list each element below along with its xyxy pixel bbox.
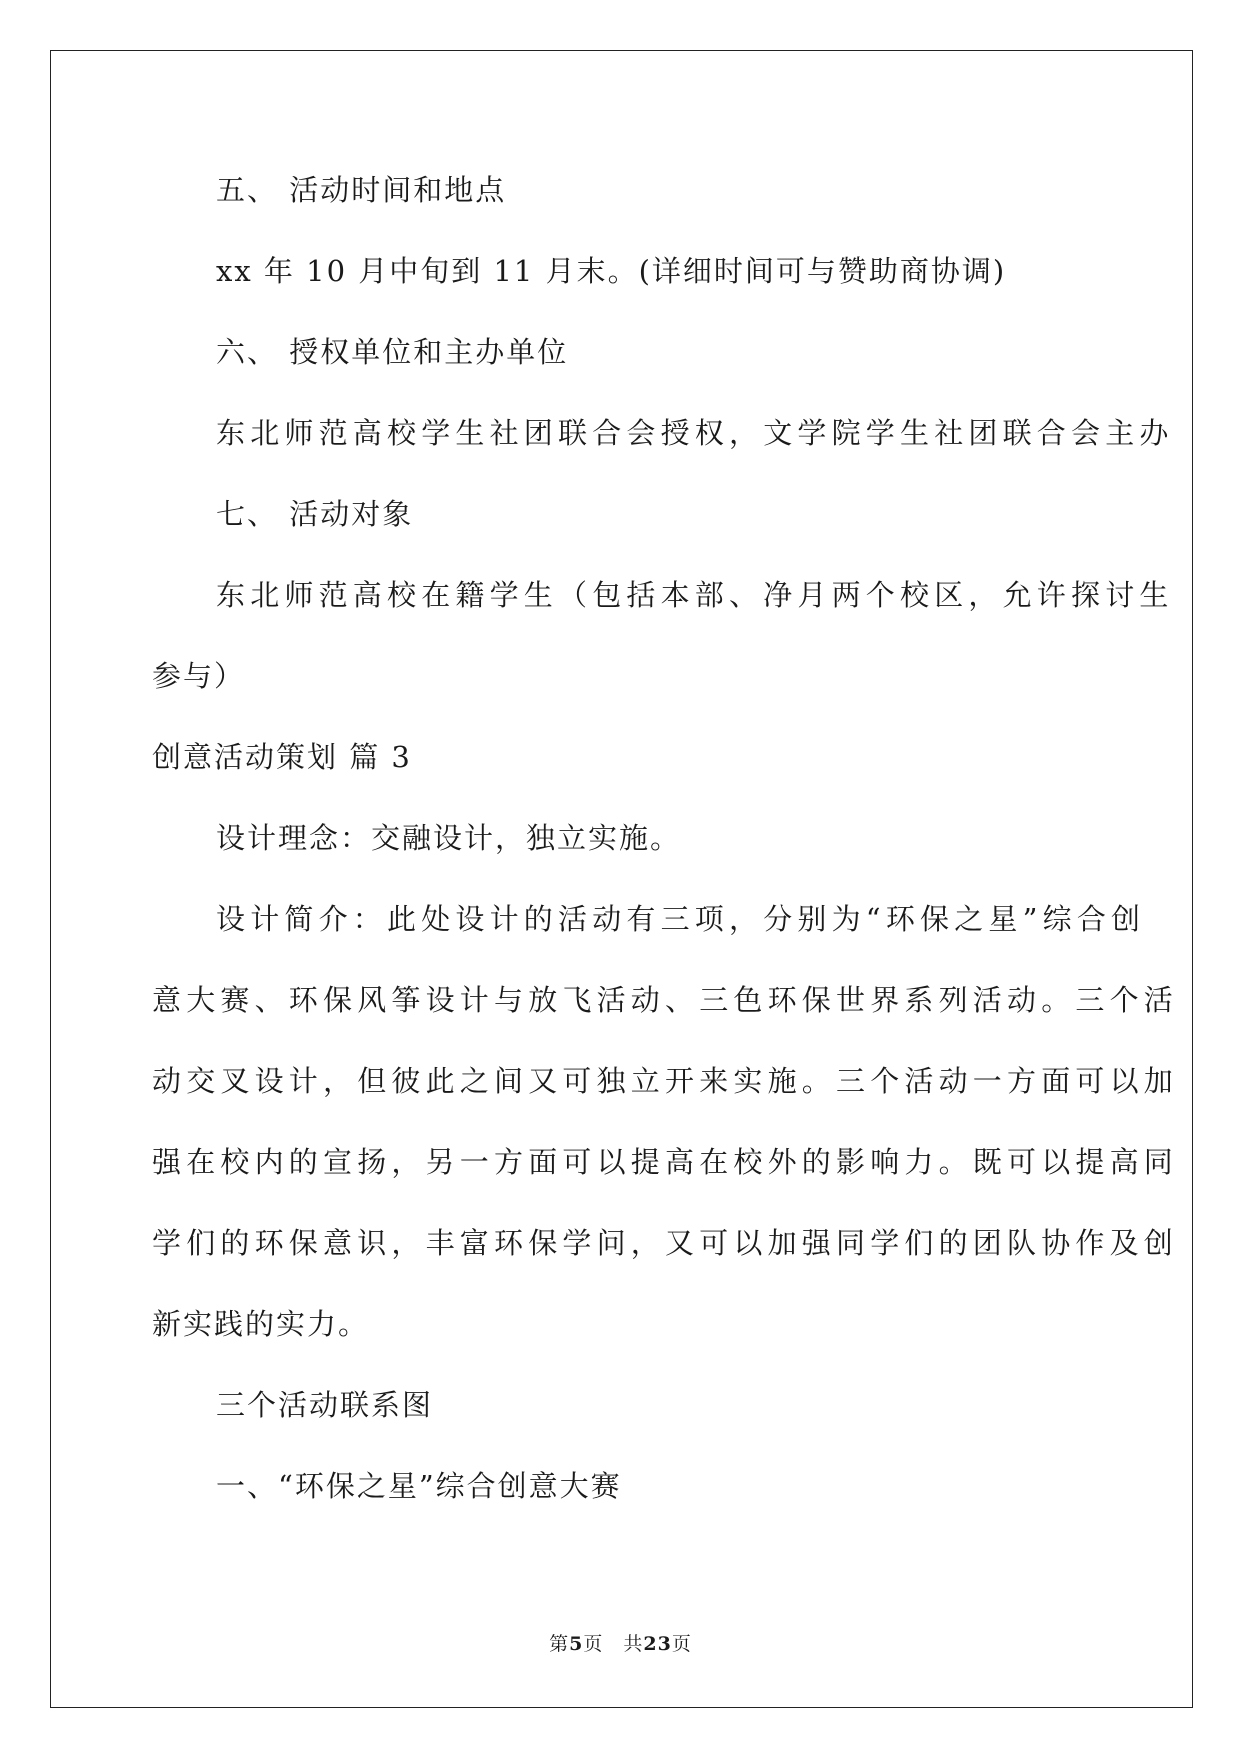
footer-suffix: 页 (671, 1633, 692, 1655)
section-heading-6: 六、 授权单位和主办单位 (216, 335, 569, 369)
paragraph-design-concept: 设计理念：交融设计，独立实施。 (216, 821, 682, 855)
page-footer (0, 1632, 1241, 1656)
section-heading-1: 一、“环保之星”综合创意大赛 (216, 1469, 622, 1503)
paragraph-design-intro-6: 新实践的实力。 (152, 1307, 370, 1341)
diagram-caption: 三个活动联系图 (216, 1388, 434, 1422)
footer-total-pages: 23 (643, 1633, 672, 1655)
footer-page-number: 5 (569, 1633, 584, 1655)
footer-prefix: 第 (549, 1633, 570, 1655)
paragraph-design-intro-4: 强在校内的宣扬，另一方面可以提高在校外的影响力。既可以提高同 (152, 1145, 1179, 1179)
paragraph-time: xx 年 10 月中旬到 11 月末。(详细时间可与赞助商协调) (216, 254, 1007, 288)
paragraph-design-intro-5: 学们的环保意识，丰富环保学问，又可以加强同学们的团队协作及创 (152, 1226, 1179, 1260)
page-border (50, 50, 1193, 1708)
paragraph-design-intro: 设计简介：此处设计的活动有三项，分别为“环保之星”综合创 (216, 902, 1146, 936)
footer-mid: 页 共 (583, 1633, 644, 1655)
section-heading-7: 七、 活动对象 (216, 497, 414, 531)
paragraph-design-intro-3: 动交叉设计，但彼此之间又可独立开来实施。三个活动一方面可以加 (152, 1064, 1179, 1098)
paragraph-design-intro-2: 意大赛、环保风筝设计与放飞活动、三色环保世界系列活动。三个活 (152, 983, 1179, 1017)
article-title: 创意活动策划 篇 3 (152, 740, 412, 774)
paragraph-audience: 东北师范高校在籍学生（包括本部、净月两个校区，允许探讨生 (216, 578, 1174, 612)
section-heading-5: 五、 活动时间和地点 (216, 173, 507, 207)
paragraph-organizers: 东北师范高校学生社团联合会授权，文学院学生社团联合会主办 (216, 416, 1174, 450)
paragraph-audience-cont: 参与） (152, 659, 246, 693)
